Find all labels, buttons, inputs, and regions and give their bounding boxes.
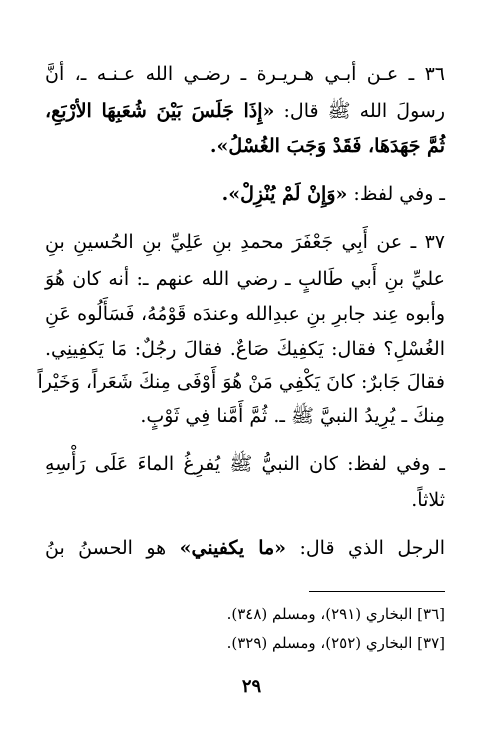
hadith-36-quote: «إِذَا جَلَسَ بَيْنَ شُعَبِهَا الأرْبَعِ، (45, 100, 275, 122)
hadith-37-line-4: الغُسْلِ؟ فقال: يَكفِيكَ صَاعٌ. فقالَ رجُلٌ: مَا يَكفِينِي. (45, 338, 445, 360)
variant-quote: «وَإِنْ لَمْ يُنْزِلْ». (221, 183, 348, 205)
commentary-line (45, 532, 445, 564)
hadith-36-variant (45, 178, 445, 210)
hadith-36-line-3: ثُمَّ جَهَدَهَا، فَقَدْ وَجَبَ الغُسْلُ». (209, 135, 445, 157)
hadith-36-line-2 (45, 95, 445, 127)
page-number: ٢٩ (241, 676, 262, 697)
commentary-quote: «ما يكفيني» (179, 537, 287, 559)
commentary-end: هو الحسنُ بنُ (45, 537, 180, 559)
footnote-37: [٣٧] البخاري (٢٥٢)، ومسلم (٣٢٩). (226, 634, 445, 652)
hadith-37-line-6: مِنكَ ـ يُرِيدُ النبيَّ ﷺ ـ. ثُمَّ أَمَّنا فِي ثَوْبٍ. (140, 405, 445, 427)
variant-label: ـ وفي لفظ: (347, 183, 445, 205)
hadith-37-line-7: ـ وفي لفظ: كان النبيُّ ﷺ يُفرِغُ الماءَ عَلَى رَأْسِهِ (45, 453, 445, 475)
hadith-37-line-1: ٣٧ ـ عن أَبِي جَعْفَرَ محمدِ بنِ عَلِيِّ بنِ الحُسينِ بنِ (45, 231, 445, 253)
hadith-37-line-5: فقالَ جَابرٌ: كانَ يَكْفِي مَنْ هُوَ أَوْفَى مِنكَ شَعَراً، وَخَيْراً (37, 371, 445, 393)
footnote-36: [٣٦] البخاري (٢٩١)، ومسلم (٣٤٨). (226, 605, 445, 623)
commentary-start: الرجل الذي قال: (286, 537, 446, 559)
footnote-divider (309, 591, 445, 592)
hadith-36-intro: رسولَ الله ﷺ قال: (274, 100, 445, 122)
hadith-37-line-8: ثلاثاً. (411, 489, 445, 511)
hadith-37-line-3: وأبوه عِند جابرِ بنِ عبدِالله وعندَه قَوْمُهُ، فَسَأَلُوه عَنِ (45, 303, 445, 325)
hadith-37-line-2: عليِّ بنِ أَبي طَالبٍ ـ رضي الله عنهم ـ: أنه كان هُوَ (45, 268, 445, 290)
hadith-36-line-1: ٣٦ ـ عـن أبـي هـريـرة ـ رضـي الله عـنـه ـ، أنَّ (45, 63, 445, 85)
